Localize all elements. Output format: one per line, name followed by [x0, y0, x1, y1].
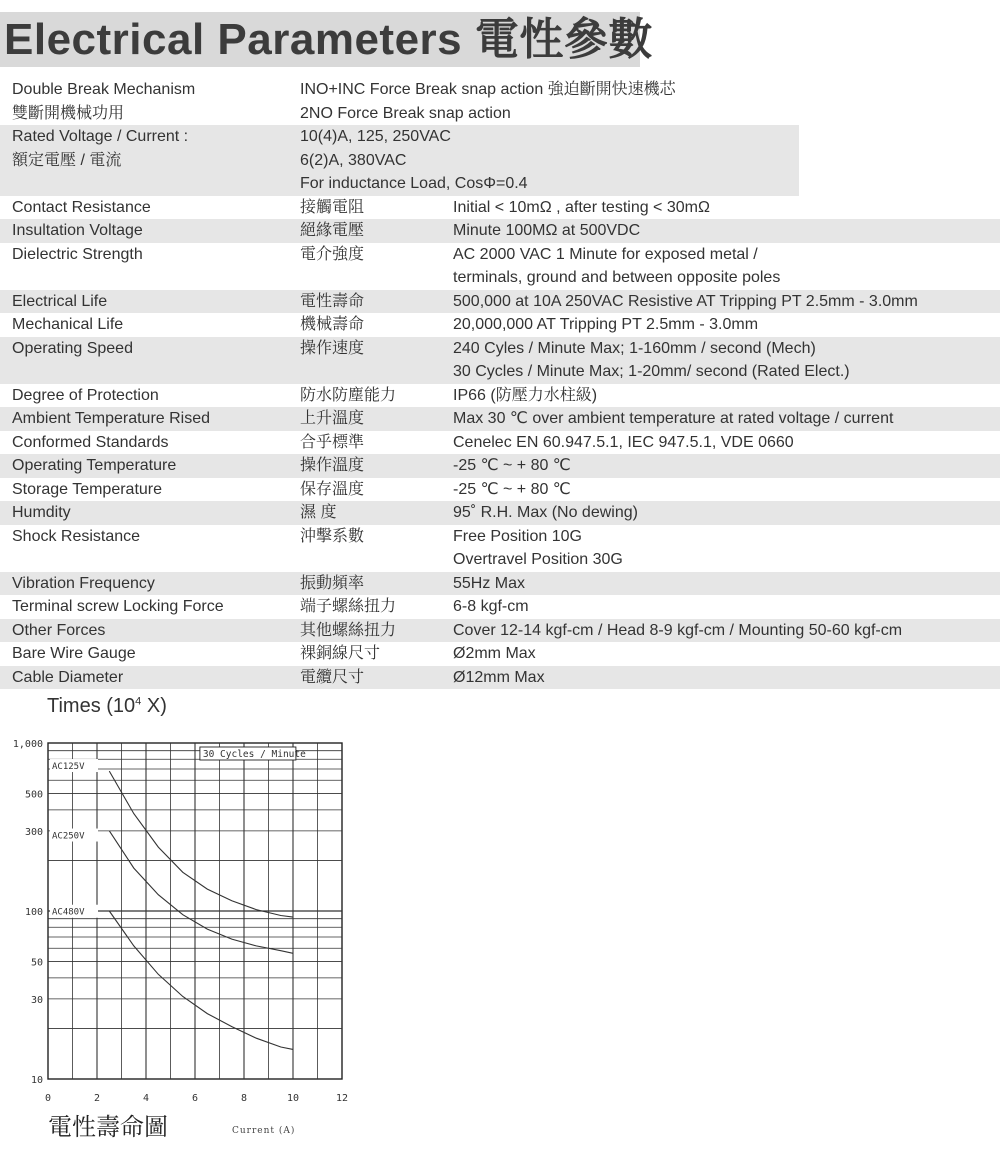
spec-cell-c2: 6(2)A, 380VAC — [300, 151, 407, 169]
electrical-life-chart — [0, 695, 380, 1153]
spec-cell-c3: Cenelec EN 60.947.5.1, IEC 947.5.1, VDE 0660 — [453, 433, 794, 451]
spec-cell-c2: 絕緣電壓 — [300, 222, 365, 239]
spec-cell-c3: Ø2mm Max — [453, 645, 536, 662]
x-tick-label: 10 — [286, 1093, 300, 1104]
chart-svg — [0, 725, 380, 1135]
spec-cell-c3: Ø12mm Max — [453, 668, 545, 686]
spec-cell-c1: Rated Voltage / Current : — [12, 128, 189, 145]
chart-footer-title: 電性壽命圖 — [48, 1113, 168, 1141]
spec-row — [0, 548, 1000, 572]
spec-cell-c1: Double Break Mechanism — [12, 81, 196, 98]
spec-cell-c1: Operating Speed — [12, 339, 133, 357]
annotation-label: 30 Cycles / Minute — [202, 749, 306, 760]
spec-cell-c3: Minute 100MΩ at 500VDC — [453, 222, 641, 239]
spec-cell-c2: 電性壽命 — [300, 292, 365, 310]
x-tick-label: 12 — [335, 1093, 349, 1104]
spec-cell-c2: 防水防塵能力 — [300, 386, 397, 404]
spec-row — [0, 125, 799, 149]
spec-cell-c1: Humdity — [12, 504, 71, 521]
spec-cell-c1: Insultation Voltage — [12, 222, 143, 239]
spec-row — [0, 219, 1000, 243]
spec-cell-c2: 振動頻率 — [300, 574, 365, 592]
spec-cell-c1: Storage Temperature — [12, 480, 163, 498]
spec-row — [0, 196, 1000, 220]
spec-row — [0, 642, 1000, 666]
spec-cell-c3: -25 ℃ ~ + 80 ℃ — [453, 457, 571, 474]
x-tick-label: 6 — [191, 1093, 199, 1104]
spec-cell-c3: 6-8 kgf-cm — [453, 598, 529, 615]
spec-cell-c1: Ambient Temperature Rised — [12, 410, 211, 427]
spec-cell-c3: Cover 12-14 kgf-cm / Head 8-9 kgf-cm / Mounting 50-60 kgf-cm — [453, 621, 903, 639]
y-tick-label: 300 — [24, 826, 43, 838]
spec-cell-c2: 電介強度 — [300, 245, 365, 263]
spec-cell-c2: 電纜尺寸 — [300, 668, 365, 686]
spec-cell-c3: -25 ℃ ~ + 80 ℃ — [453, 480, 571, 498]
spec-row — [0, 525, 1000, 549]
spec-cell-c1: Other Forces — [12, 621, 106, 639]
spec-cell-c3: 500,000 at 10A 250VAC Resistive AT Tripping PT 2.5mm - 3.0mm — [453, 292, 918, 310]
chart-xlabel: Current (A) — [232, 1126, 296, 1136]
spec-cell-c2: 上升溫度 — [300, 410, 365, 427]
spec-cell-c1: Cable Diameter — [12, 668, 124, 686]
spec-cell-c3: 20,000,000 AT Tripping PT 2.5mm - 3.0mm — [453, 316, 759, 333]
spec-row — [0, 478, 1000, 502]
spec-cell-c2: 其他螺絲扭力 — [300, 621, 397, 639]
spec-row — [0, 595, 1000, 619]
spec-row — [0, 78, 1000, 102]
spec-cell-c2: 操作速度 — [300, 339, 365, 357]
spec-cell-c2: For inductance Load, CosΦ=0.4 — [300, 175, 528, 192]
series-line — [109, 771, 293, 917]
spec-row — [0, 266, 1000, 290]
spec-cell-c1: Shock Resistance — [12, 527, 141, 545]
spec-cell-c2: 裸銅線尺寸 — [300, 645, 381, 662]
series-label: AC125V — [52, 762, 85, 773]
spec-cell-c3: 55Hz Max — [453, 574, 526, 592]
spec-row — [0, 360, 1000, 384]
y-tick-label: 500 — [24, 789, 43, 801]
series-label: AC250V — [52, 831, 85, 842]
spec-row — [0, 290, 1000, 314]
spec-cell-c1: Dielectric Strength — [12, 245, 143, 263]
x-tick-label: 8 — [240, 1093, 248, 1104]
spec-cell-c3: Initial < 10mΩ , after testing < 30mΩ — [453, 198, 710, 216]
spec-row — [0, 337, 1000, 361]
spec-cell-c2: 10(4)A, 125, 250VAC — [300, 128, 451, 145]
x-tick-label: 2 — [93, 1093, 101, 1104]
spec-cell-c2: 端子螺絲扭力 — [300, 598, 397, 615]
spec-cell-c1: Vibration Frequency — [12, 574, 155, 592]
spec-row — [0, 619, 1000, 643]
spec-cell-c3: 240 Cyles / Minute Max; 1-160mm / second (Mech) — [453, 339, 816, 357]
spec-cell-c1: 雙斷開機械功用 — [12, 104, 125, 122]
spec-cell-c1: Operating Temperature — [12, 457, 177, 474]
spec-cell-c2: INO+INC Force Break snap action 強迫斷開快速機芯 — [300, 81, 676, 98]
spec-row — [0, 407, 1000, 431]
page-title: Electrical Parameters 電性參數 — [4, 15, 653, 64]
spec-row — [0, 572, 1000, 596]
spec-cell-c2: 合乎標準 — [300, 433, 365, 451]
spec-row — [0, 243, 1000, 267]
spec-row — [0, 102, 1000, 126]
spec-cell-c2: 沖擊系數 — [300, 527, 365, 545]
spec-cell-c3: 95˚ R.H. Max (No dewing) — [453, 504, 638, 521]
y-tick-label: 50 — [30, 957, 43, 969]
spec-cell-c3: Free Position 10G — [453, 527, 582, 545]
spec-cell-c2: 濕 度 — [300, 504, 337, 521]
y-tick-label: 10 — [30, 1075, 43, 1086]
spec-cell-c1: Terminal screw Locking Force — [12, 598, 224, 615]
x-tick-label: 4 — [142, 1093, 150, 1104]
spec-cell-c2: 機械壽命 — [300, 316, 365, 333]
spec-row — [0, 313, 1000, 337]
spec-row — [0, 431, 1000, 455]
spec-cell-c1: Electrical Life — [12, 292, 108, 310]
spec-cell-c2: 操作溫度 — [300, 457, 365, 474]
spec-row — [0, 384, 1000, 408]
spec-cell-c1: Bare Wire Gauge — [12, 645, 136, 662]
spec-cell-c1: Contact Resistance — [12, 198, 151, 216]
spec-row — [0, 149, 799, 173]
spec-row — [0, 501, 1000, 525]
spec-cell-c2: 保存溫度 — [300, 480, 365, 498]
spec-cell-c1: Conformed Standards — [12, 433, 169, 451]
spec-cell-c3: terminals, ground and between opposite poles — [453, 269, 781, 286]
spec-cell-c3: IP66 (防壓力水柱級) — [453, 386, 598, 404]
spec-row — [0, 666, 1000, 690]
spec-row — [0, 454, 1000, 478]
spec-cell-c2: 接觸電阻 — [300, 198, 365, 216]
spec-cell-c3: AC 2000 VAC 1 Minute for exposed metal / — [453, 245, 758, 263]
spec-cell-c1: Mechanical Life — [12, 316, 124, 333]
x-tick-label: 0 — [44, 1093, 52, 1104]
spec-cell-c1: 額定電壓 / 電流 — [12, 151, 122, 169]
spec-cell-c3: Overtravel Position 30G — [453, 551, 623, 568]
spec-cell-c1: Degree of Protection — [12, 386, 159, 404]
y-tick-label: 30 — [30, 994, 43, 1006]
chart-ylabel: Times ($10^4$ X) — [47, 695, 167, 717]
y-tick-label: 100 — [24, 907, 43, 918]
series-line — [109, 831, 293, 954]
series-label: AC480V — [52, 907, 85, 918]
spec-cell-c3: 30 Cycles / Minute Max; 1-20mm/ second (Rated Elect.) — [453, 363, 850, 380]
spec-cell-c3: Max 30 ℃ over ambient temperature at rated voltage / current — [453, 410, 894, 427]
y-tick-label: 1,000 — [12, 739, 43, 750]
spec-row — [0, 172, 799, 196]
spec-cell-c2: 2NO Force Break snap action — [300, 104, 511, 122]
